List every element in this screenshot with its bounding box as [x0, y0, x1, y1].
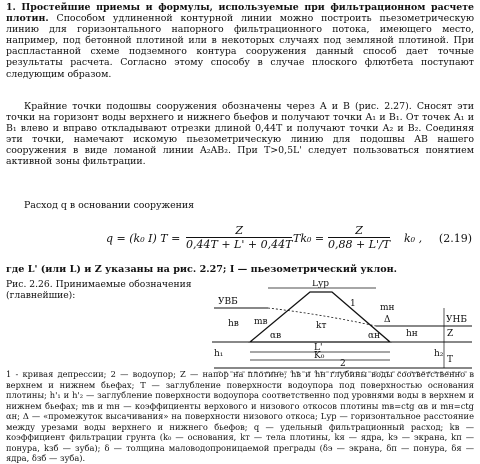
t-label: T [447, 355, 454, 365]
where-line: где L' (или L) и Z указаны на рис. 2.27; I — пьезометрический уклон. [6, 264, 398, 275]
alpha-n-label: αн [368, 331, 381, 341]
section-paragraph-3: Расход q в основании сооружения [24, 200, 195, 211]
formula-middle: Tk₀ = [293, 232, 325, 245]
section-paragraph-2: Крайние точки подошвы сооружения обозначены через A и B (рис. 2.27). Сносят эти точки на горизонт воды верхнего и нижнего бьефов и получают точки A₁ и B₁. От точек A₁ и B₁ влево и вправо откладывают отрезки длиной 0,44T и получают точки A₂ и B₂. Соединяя эти точки, намечают искомую пьезометрическую линию для подошвы AB нашего сооружения в виде ломаной линии A₂AB₂. При T>0,5L' следует пользоваться понятием активной зоны фильтрации. [6, 101, 474, 168]
curve-1-label: 1 [350, 299, 356, 309]
aquiclude-2-label: 2 [340, 359, 346, 369]
lyp-label: Lур [312, 280, 330, 289]
fraction-2-numerator: Z [328, 224, 390, 238]
mn-label: mн [380, 303, 395, 313]
kt-label: kт [316, 321, 327, 331]
figure-title: Рис. 2.26. Принимаемые обозначения (главнейшие): [6, 279, 192, 301]
mv-label: mв [254, 317, 268, 327]
section-heading: 1. Простейшие приемы и формулы, используемые при фильтрационном расчете плотин. [6, 2, 474, 25]
fraction-2-denominator: 0,88 + L'/T [328, 238, 391, 251]
z-label: Z [447, 329, 454, 339]
formula-fraction-1 [186, 224, 292, 251]
h1-label: h₁ [214, 349, 224, 359]
figure-legend: 1 - кривая депрессии; 2 — водоупор; Z — напор на плотине; hв и hн глубины воды соответственно в верхнем и нижнем бьефах; T — заглубление поверхности водоупора под поверхностью основания плотины; h'₁ и h'₂ — заглубление поверхности водоупора соответственно под уровнями воды в верхнем и нижнем бьефах; mв и mн — коэффициенты верхового и низового откосов плотины mв=ctg αв и mн=ctg αн; Δ — «промежуток высачивания» на поверхности низового откоса; Lур — горизонтальное расстояние между урезами воды верхнего и нижнего бьефов; q — удельный фильтрационный расход; kв — коэффициент фильтрации грунта (k₀ — основания, kт — тела плотины, kя — ядра, kэ — экрана, kп — понура, kзб — зуба); δ — толщина маловодопроницаемой преграды (δэ — экрана, δп — понура, δя — ядра, δзб — зуба). [6, 369, 474, 463]
lprime-label: L' [314, 343, 323, 353]
fraction-1-denominator: 0,44T + L' + 0,44T [186, 238, 293, 251]
formula-fraction-2 [328, 224, 390, 251]
dam-diagram [210, 280, 476, 375]
upstream-label: УВБ [218, 297, 238, 307]
figure-caption-block [6, 280, 206, 302]
hv-label: hв [228, 319, 239, 329]
equation-number: (2.19) [438, 232, 472, 245]
formula-2-19 [6, 224, 474, 254]
delta-label: Δ [384, 315, 391, 325]
intro-text: Способом удлиненной контурной линии можно построить пьезометрическую линию для горизонтального напорного фильтрационного потока, имеющего место, например, под бетонной плотиной или в некоторых случаях под земляной плотиной. При распластанной схеме подземного контура сооружения данный способ дает точные результаты расчета. Согласно этому способу в случае плоского флютбета поступают следующим образом. [6, 13, 474, 80]
k0-label: K₀ [314, 351, 325, 361]
hn-label: hн [406, 329, 418, 339]
section-paragraph-1 [6, 2, 474, 80]
alpha-v-label: αв [270, 331, 282, 341]
fraction-1-numerator: Z [186, 224, 292, 238]
formula-lhs: q = (k₀ I) T = [106, 232, 181, 245]
h2-label: h₂ [434, 349, 444, 359]
downstream-label: УНБ [446, 315, 467, 325]
formula-tail: k₀ , [404, 232, 423, 245]
